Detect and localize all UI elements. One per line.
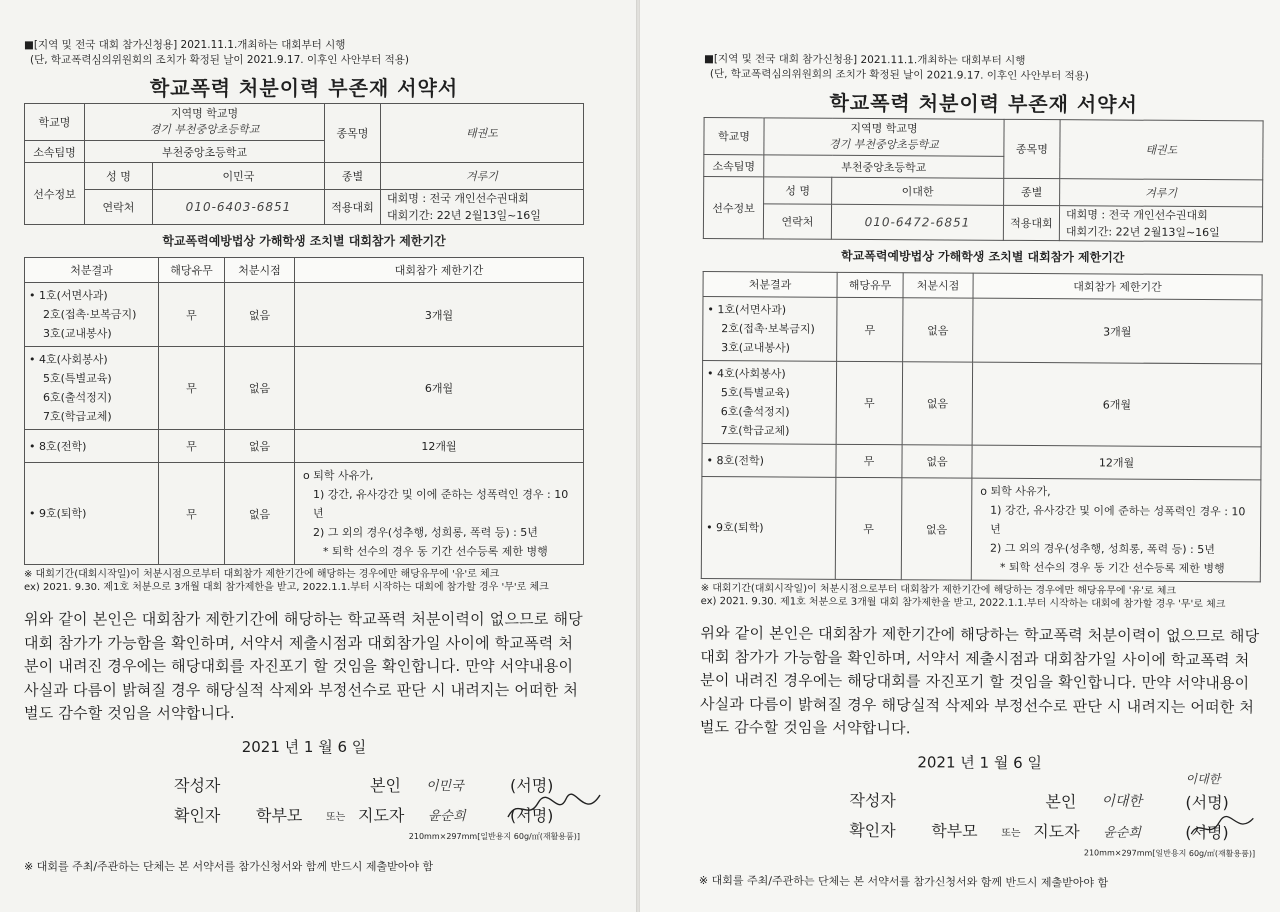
limit-value: 12개월 — [972, 445, 1261, 480]
disposition-item: 3호(교내봉사) — [721, 341, 790, 355]
withdrawal-line: o 퇴학 사유가, — [303, 469, 374, 482]
athlete-signature-above: 이대한 — [1185, 771, 1221, 786]
name-label: 성 명 — [764, 177, 832, 204]
disposition-item: • 1호(서면사과) — [29, 289, 108, 302]
signature-scribble — [1187, 811, 1257, 843]
or-label: 또는 — [326, 811, 346, 823]
table-row — [25, 347, 584, 430]
athlete-info-label: 선수정보 — [25, 163, 85, 225]
event-info — [381, 190, 584, 225]
pledge-text: 위와 같이 본인은 대회참가 제한기간에 해당하는 학교폭력 처분이력이 없으므로 해당 대회 참가가 가능함을 확인하며, 서약서 제출시점과 대회참가일 사이에 학교폭력 처분이 내려진 경우에는 해당대회를 자진포기 할 것임을 확인합니다. 만약 서약내용이 사실과 다름이 밝혀질 경우 해당실적 삭제와 부정선수로 판단 시 내려지는 어떠한 처벌도 감수할 것임을 서약합니다. — [24, 610, 583, 722]
disposition-item: 6호(출석정지) — [43, 391, 112, 404]
table-row — [25, 463, 584, 565]
athlete-info-table — [24, 103, 584, 225]
timing-value: 없음 — [225, 430, 295, 463]
disposition-item: 5호(특별교육) — [720, 386, 790, 400]
disposition-item: 3호(교내봉사) — [43, 327, 112, 340]
limit-value: 6개월 — [972, 362, 1262, 447]
athlete-signature: 이민국 — [426, 778, 464, 794]
header-note-line2: (단, 학교폭력심의위원회의 조치가 확정된 날이 2021.9.17. 이후인 사안부터 적용) — [709, 68, 1089, 83]
instructor-label: 지도자 — [1033, 821, 1080, 841]
signature-scribble — [504, 791, 604, 827]
category-label: 종별 — [325, 163, 381, 190]
disposition-item: • 1호(서면사과) — [707, 303, 787, 317]
school-cell — [764, 118, 1004, 156]
disposition-item: 2호(접촉·보복금지) — [43, 308, 137, 321]
sign-label: (서명) — [510, 775, 554, 795]
restriction-table — [701, 271, 1263, 582]
table-header-row — [25, 258, 584, 283]
paper-spec: 210mm×297mm[일반용지 60g/㎡(재활용품)] — [1083, 847, 1256, 858]
note-2: ex) 2021. 9.30. 제1호 처분으로 3개월 대회 참가제한을 받고, 2022.1.1.부터 시작하는 대회에 참가할 경우 '무'로 체크 — [700, 595, 1226, 611]
withdrawal-line: 2) 그 외의 경우(성추행, 성희롱, 폭력 등) : 5년 — [989, 541, 1215, 557]
timing-value: 없음 — [903, 298, 973, 362]
withdrawal-detail — [295, 463, 584, 565]
sport-label: 종목명 — [1004, 119, 1060, 178]
header-note-line1: ■[지역 및 전국 대회 참가신청용] 2021.11.1.개최하는 대회부터 시행 — [24, 39, 346, 51]
instructor-label: 지도자 — [358, 805, 405, 825]
sport-value: 태권도 — [1060, 120, 1263, 180]
pledge-date: 2021 년 1 월 6 일 — [241, 737, 367, 756]
event-period: 대회기간: 22년 2월13일~16일 — [1065, 225, 1220, 240]
team-label: 소속팀명 — [25, 141, 85, 163]
applicable-value: 무 — [836, 444, 902, 477]
region-school-label: 지역명 학교명 — [170, 107, 239, 120]
pledge-text: 위와 같이 본인은 대회참가 제한기간에 해당하는 학교폭력 처분이력이 없으므로 해당 대회 참가가 가능함을 확인하며, 서약서 제출시점과 대회참가일 사이에 학교폭력 처분이 내려진 경우에는 해당대회를 자진포기 할 것임을 확인합니다. 만약 서약내용이 사실과 다름이 밝혀질 경우 해당실적 삭제와 부정선수로 판단 시 내려지는 어떠한 처벌도 감수할 것임을 서약합니다. — [699, 623, 1260, 738]
form-title: 학교폭력 처분이력 부존재 서약서 — [149, 76, 459, 100]
col-header-applicable: 해당유무 — [837, 272, 903, 297]
header-note-line1: ■[지역 및 전국 대회 참가신청용] 2021.11.1.개최하는 대회부터 시행 — [703, 52, 1026, 67]
applicable-value: 무 — [159, 430, 225, 463]
disposition-items — [702, 360, 837, 444]
limit-value: 3개월 — [295, 283, 584, 347]
disposition-item: • 8호(전학) — [702, 443, 836, 477]
athlete-info-table — [703, 117, 1264, 242]
withdrawal-line: 1) 강간, 유사강간 및 이에 준하는 성폭력인 경우 : 10년 — [313, 488, 569, 520]
timing-value: 없음 — [901, 478, 972, 580]
col-header-limit: 대회참가 제한기간 — [295, 258, 584, 283]
school-label: 학교명 — [25, 104, 85, 141]
withdrawal-line: 1) 강간, 유사강간 및 이에 준하는 성폭력인 경우 : 10년 — [990, 503, 1246, 536]
table-row — [703, 296, 1262, 363]
col-header-timing: 처분시점 — [903, 273, 973, 298]
withdrawal-line: * 퇴학 선수의 경우 동 기간 선수등록 제한 병행 — [323, 545, 548, 558]
school-label: 학교명 — [704, 118, 764, 155]
team-label: 소속팀명 — [704, 155, 764, 177]
applicable-value: 무 — [159, 463, 225, 565]
disposition-item: • 9호(퇴학) — [25, 463, 159, 565]
col-header-result: 처분결과 — [25, 258, 159, 283]
writer-signature-row — [24, 769, 584, 799]
pledge-date: 2021 년 1 월 6 일 — [917, 752, 1043, 772]
school-cell — [85, 104, 325, 141]
footnote: ※ 대회를 주최/주관하는 단체는 본 서약서를 참가신청서와 함께 반드시 제출받아야 함 — [24, 859, 434, 873]
timing-value: 없음 — [225, 283, 295, 347]
self-label: 본인 — [1045, 791, 1077, 811]
guardian-signature: 윤순희 — [1103, 824, 1141, 841]
disposition-items — [703, 296, 837, 361]
parent-label: 학부모 — [256, 805, 303, 825]
note-2: ex) 2021. 9.30. 제1호 처분으로 3개월 대회 참가제한을 받고, 2022.1.1.부터 시작하는 대회에 참가할 경우 '무'로 체크 — [24, 582, 549, 593]
notes — [24, 568, 584, 594]
disposition-items — [25, 283, 159, 347]
restriction-subtitle: 학교폭력예방법상 가해학생 조치별 대회참가 제한기간 — [841, 248, 1125, 265]
school-value: 경기 부천중앙초등학교 — [149, 123, 260, 136]
sign-label: (서명) — [1185, 792, 1229, 812]
guardian-signature: 윤순희 — [428, 808, 466, 824]
paper-spec: 210mm×297mm[일반용지 60g/㎡(재활용품)] — [408, 831, 580, 841]
self-label: 본인 — [370, 775, 401, 795]
applicable-value: 무 — [159, 283, 225, 347]
disposition-item: • 8호(전학) — [25, 430, 159, 463]
restriction-table — [24, 257, 584, 565]
table-row — [701, 476, 1261, 581]
form-title: 학교폭력 처분이력 부존재 서약서 — [829, 90, 1138, 117]
confirmer-signature-row — [24, 799, 584, 829]
sign-label: (서명) — [1185, 822, 1229, 842]
col-header-limit: 대회참가 제한기간 — [973, 273, 1262, 300]
disposition-item: • 9호(퇴학) — [701, 476, 836, 579]
timing-value: 없음 — [225, 463, 295, 565]
writer-label: 작성자 — [849, 790, 896, 810]
applicable-value: 무 — [837, 297, 903, 361]
timing-value: 없음 — [225, 347, 295, 430]
team-value: 부천중앙초등학교 — [764, 155, 1004, 178]
category-value: 겨루기 — [1060, 179, 1263, 207]
limit-value: 3개월 — [973, 298, 1262, 364]
limit-value: 12개월 — [295, 430, 584, 463]
document-right — [640, 0, 1280, 912]
contact-label: 연락처 — [763, 204, 831, 239]
timing-value: 없음 — [902, 362, 973, 445]
col-header-timing: 처분시점 — [225, 258, 295, 283]
or-label: 또는 — [1001, 827, 1021, 839]
applicable-value: 무 — [159, 347, 225, 430]
disposition-item: 6호(출석정지) — [720, 405, 790, 419]
confirmer-label: 확인자 — [849, 820, 896, 840]
note-1: ※ 대회기간(대회시작일)이 처분시점으로부터 대회참가 제한기간에 해당하는 경우에만 해당유무에 '유'로 체크 — [24, 569, 500, 580]
disposition-item: 5호(특별교육) — [43, 372, 112, 385]
table-row — [25, 283, 584, 347]
disposition-item: • 4호(사회봉사) — [706, 367, 786, 381]
notes — [701, 582, 1261, 611]
writer-signature-row — [699, 771, 1259, 815]
document-left — [0, 0, 636, 912]
event-info — [1059, 206, 1262, 242]
event-name: 대회명 : 전국 개인선수권대회 — [387, 192, 529, 205]
category-label: 종별 — [1004, 178, 1060, 205]
disposition-item: 7호(학급교체) — [43, 410, 112, 423]
athlete-signature: 이대한 — [1101, 792, 1143, 810]
header-note — [24, 38, 584, 68]
table-row — [702, 443, 1261, 479]
footnote: ※ 대회를 주최/주관하는 단체는 본 서약서를 참가신청서와 함께 반드시 제출받아야 함 — [698, 873, 1109, 889]
category-value: 겨루기 — [381, 163, 584, 190]
withdrawal-detail — [971, 478, 1261, 582]
table-row — [25, 430, 584, 463]
disposition-item: 2호(접촉·보복금지) — [721, 322, 815, 336]
sport-value: 태권도 — [381, 104, 584, 163]
sign-label: (서명) — [510, 805, 554, 825]
note-1: ※ 대회기간(대회시작일)이 처분시점으로부터 대회참가 제한기간에 해당하는 경우에만 해당유무에 '유'로 체크 — [700, 582, 1177, 597]
applied-event-label: 적용대회 — [325, 190, 381, 225]
phone-value: 010-6472-6851 — [831, 204, 1003, 240]
team-value: 부천중앙초등학교 — [85, 141, 325, 163]
disposition-item: • 4호(사회봉사) — [29, 353, 108, 366]
col-header-applicable: 해당유무 — [159, 258, 225, 283]
confirmer-signature-row — [699, 812, 1259, 845]
confirmer-label: 확인자 — [174, 805, 221, 825]
withdrawal-line: o 퇴학 사유가, — [980, 484, 1051, 499]
disposition-items — [25, 347, 159, 430]
athlete-name: 이민국 — [153, 163, 325, 190]
applied-event-label: 적용대회 — [1003, 205, 1059, 240]
name-label: 성 명 — [85, 163, 153, 190]
pledge-form-right — [699, 52, 1264, 891]
athlete-name: 이대한 — [832, 177, 1004, 205]
disposition-item: 7호(학급교체) — [720, 424, 790, 438]
writer-label: 작성자 — [174, 775, 221, 795]
pledge-form-left — [24, 38, 584, 874]
withdrawal-line: * 퇴학 선수의 경우 동 기간 선수등록 제한 병행 — [999, 560, 1225, 576]
event-period: 대회기간: 22년 2월13일~16일 — [387, 209, 541, 222]
event-name: 대회명 : 전국 개인선수권대회 — [1065, 208, 1208, 223]
header-note-line2: (단, 학교폭력심의위원회의 조치가 확정된 날이 2021.9.17. 이후인 사안부터 적용) — [30, 54, 410, 66]
region-school-label: 지역명 학교명 — [850, 121, 918, 136]
header-note — [704, 52, 1264, 85]
school-value: 경기 부천중앙초등학교 — [829, 137, 939, 152]
col-header-result: 처분결과 — [703, 271, 837, 297]
table-row — [702, 360, 1261, 446]
applicable-value: 무 — [836, 361, 903, 444]
athlete-info-label: 선수정보 — [703, 177, 763, 239]
applicable-value: 무 — [835, 477, 902, 579]
table-header-row — [703, 271, 1262, 299]
phone-value: 010-6403-6851 — [153, 190, 325, 225]
restriction-subtitle: 학교폭력예방법상 가해학생 조치별 대회참가 제한기간 — [162, 234, 446, 248]
limit-value: 6개월 — [295, 347, 584, 430]
contact-label: 연락처 — [85, 190, 153, 225]
withdrawal-line: 2) 그 외의 경우(성추행, 성희롱, 폭력 등) : 5년 — [313, 526, 538, 539]
sport-label: 종목명 — [325, 104, 381, 163]
timing-value: 없음 — [902, 445, 972, 478]
parent-label: 학부모 — [931, 820, 978, 841]
